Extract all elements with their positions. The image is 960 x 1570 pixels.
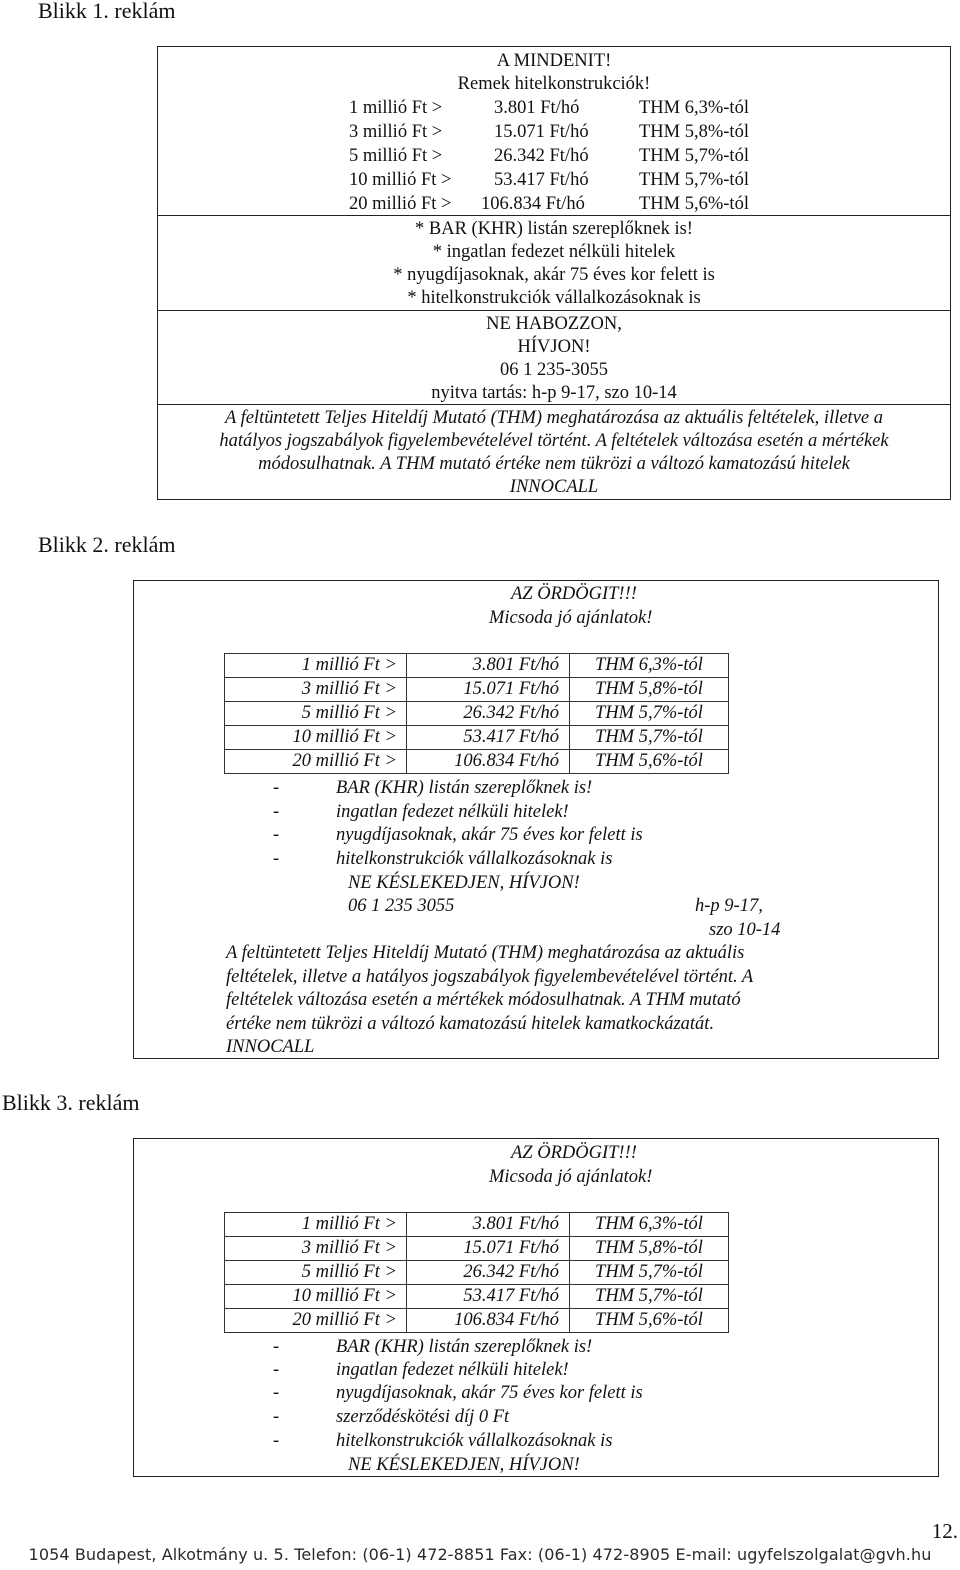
ad2-box: AZ ÖRDÖGIT!!! Micsoda jó ajánlatok! 1 millió Ft > 3.801 Ft/hó THM 6,3%-tól 3 millió Ft > 15.071 Ft/hó THM 5,8%-tól 5 millió Ft > 26.342 Ft/hó THM 5,7%-tól 10 millió Ft > 53.417 Ft/hó THM 5,7%-tól 20 millió Ft > 106.834 Ft/hó THM 5,6%-tól - BAR (KHR) listán szereplőknek is! - ingatlan fedezet nélküli hitelek! - nyugdíjasoknak, akár 75 éves kor felett is - hitelkonstrukciók vállalkozásoknak is NE KÉSLEKEDJEN, HÍVJON! 06 1 235 3055 h-p 9-17, szo 10-14 A feltüntetett Teljes Hiteldíj Mutató (THM) meghatározása az aktuális feltételek, illetve a hatályos jogszabályok figyelembevételével történt. A feltételek változása esetén a mértékek módosulhatnak. A THM mutató értéke nem tükrözi a változó kamatozású hitelek kamatkockázatát. INNOCALL [133,580,939,1059]
ad3-label: Blikk 3. reklám [2,1090,140,1115]
table-row: 3 millió Ft > 15.071 Ft/hó THM 5,8%-tól [225,1237,729,1261]
ad1-cta: NE HABOZZON, [486,314,622,334]
ad2-disclaimer-line: értéke nem tükrözi a változó kamatozású hitelek kamatkockázatát. [226,1014,715,1034]
table-row: 3 millió Ft > 15.071 Ft/hó THM 5,8%-tól [225,678,729,702]
ad1-subheadline: Remek hitelkonstrukciók! [457,74,651,94]
page-number: 12. [931,1519,958,1543]
ad1-cta: HÍVJON! [517,337,591,357]
page-footer: 1054 Budapest, Alkotmány u. 5. Telefon: (06-1) 472-8851 Fax: (06-1) 472-8905 E-mail: ugyfelszolgalat@gvh.hu [28,1545,932,1564]
table-row: 20 millió Ft > 106.834 Ft/hó THM 5,6%-tól [225,1309,729,1333]
ad2-disclaimer-line: feltételek változása esetén a mértékek módosulhatnak. A THM mutató [226,990,741,1010]
ad2-disclaimer-line: INNOCALL [226,1037,315,1057]
ad1-headline: A MINDENIT! [496,51,612,71]
ad1-disclaimer-line: hatályos jogszabályok figyelembevételével történt. A feltételek változása esetén a mértékek [219,431,889,451]
ad1-hours: nyitva tartás: h-p 9-17, szo 10-14 [431,383,677,403]
ad1-disclaimer-line: A feltüntetett Teljes Hiteldíj Mutató (THM) meghatározása az aktuális feltételek, illetve a [224,408,883,428]
ad1-disclaimer-line: INNOCALL [509,477,599,497]
ad2-hours: szo 10-14 [709,920,781,940]
ad1-divider [158,404,950,405]
ad2-rate-table [224,653,729,774]
ad3-cta: NE KÉSLEKEDJEN, HÍVJON! [348,1455,580,1475]
ad1-rate-row: 20 millió Ft > 106.834 Ft/hó THM 5,6%-tól [349,194,749,214]
ad1-label: Blikk 1. reklám [38,0,176,23]
ad3-subheadline: Micsoda jó ajánlatok! [489,1167,653,1187]
ad1-box [157,46,951,500]
ad3-box: AZ ÖRDÖGIT!!! Micsoda jó ajánlatok! 1 millió Ft > 3.801 Ft/hó THM 6,3%-tól 3 millió Ft > 15.071 Ft/hó THM 5,8%-tól 5 millió Ft > 26.342 Ft/hó THM 5,7%-tól 10 millió Ft > 53.417 Ft/hó THM 5,7%-tól 20 millió Ft > 106.834 Ft/hó THM 5,6%-tól - BAR (KHR) listán szereplőknek is! - ingatlan fedezet nélküli hitelek! - nyugdíjasoknak, akár 75 éves kor felett is - szerződéskötési díj 0 Ft - hitelkonstrukciók vállalkozásoknak is NE KÉSLEKEDJEN, HÍVJON! [133,1138,939,1477]
ad1-bullet: * BAR (KHR) listán szereplőknek is! [415,219,693,239]
ad2-disclaimer-line: feltételek, illetve a hatályos jogszabályok figyelembevételével történt. A [226,967,754,987]
ad2-label: Blikk 2. reklám [38,532,176,557]
ad3-headline: AZ ÖRDÖGIT!!! [511,1143,637,1163]
ad1-divider [158,215,950,216]
table-row: 1 millió Ft > 3.801 Ft/hó THM 6,3%-tól [225,1213,729,1237]
ad2-disclaimer-line: A feltüntetett Teljes Hiteldíj Mutató (THM) meghatározása az aktuális [226,943,745,963]
ad2-phone: 06 1 235 3055 [348,896,455,916]
ad3-rate-table [224,1212,729,1333]
table-row: 5 millió Ft > 26.342 Ft/hó THM 5,7%-tól [225,1261,729,1285]
ad1-rate-row: 3 millió Ft > 15.071 Ft/hó THM 5,8%-tól [349,122,749,142]
ad1-bullet: * nyugdíjasoknak, akár 75 éves kor felett is [393,265,715,285]
ad1-divider [158,310,950,311]
ad1-rate-row: 5 millió Ft > 26.342 Ft/hó THM 5,7%-tól [349,146,749,166]
ad2-subheadline: Micsoda jó ajánlatok! [489,608,653,628]
ad2-headline: AZ ÖRDÖGIT!!! [511,584,637,604]
ad1-phone: 06 1 235-3055 [500,360,608,380]
ad2-cta: NE KÉSLEKEDJEN, HÍVJON! [348,873,580,893]
table-row: 1 millió Ft > 3.801 Ft/hó THM 6,3%-tól [225,654,729,678]
ad1-bullet: * hitelkonstrukciók vállalkozásoknak is [407,288,701,308]
table-row: 20 millió Ft > 106.834 Ft/hó THM 5,6%-tól [225,750,729,774]
table-row: 10 millió Ft > 53.417 Ft/hó THM 5,7%-tól [225,1285,729,1309]
ad1-bullet: * ingatlan fedezet nélküli hitelek [432,242,676,262]
ad1-disclaimer-line: módosulhatnak. A THM mutató értéke nem tükrözi a változó kamatozású hitelek [258,454,850,474]
table-row: 10 millió Ft > 53.417 Ft/hó THM 5,7%-tól [225,726,729,750]
ad1-rate-row: 1 millió Ft > 3.801 Ft/hó THM 6,3%-tól [349,98,749,118]
ad1-rate-row: 10 millió Ft > 53.417 Ft/hó THM 5,7%-tól [349,170,749,190]
table-row: 5 millió Ft > 26.342 Ft/hó THM 5,7%-tól [225,702,729,726]
ad2-hours: h-p 9-17, [695,896,763,916]
